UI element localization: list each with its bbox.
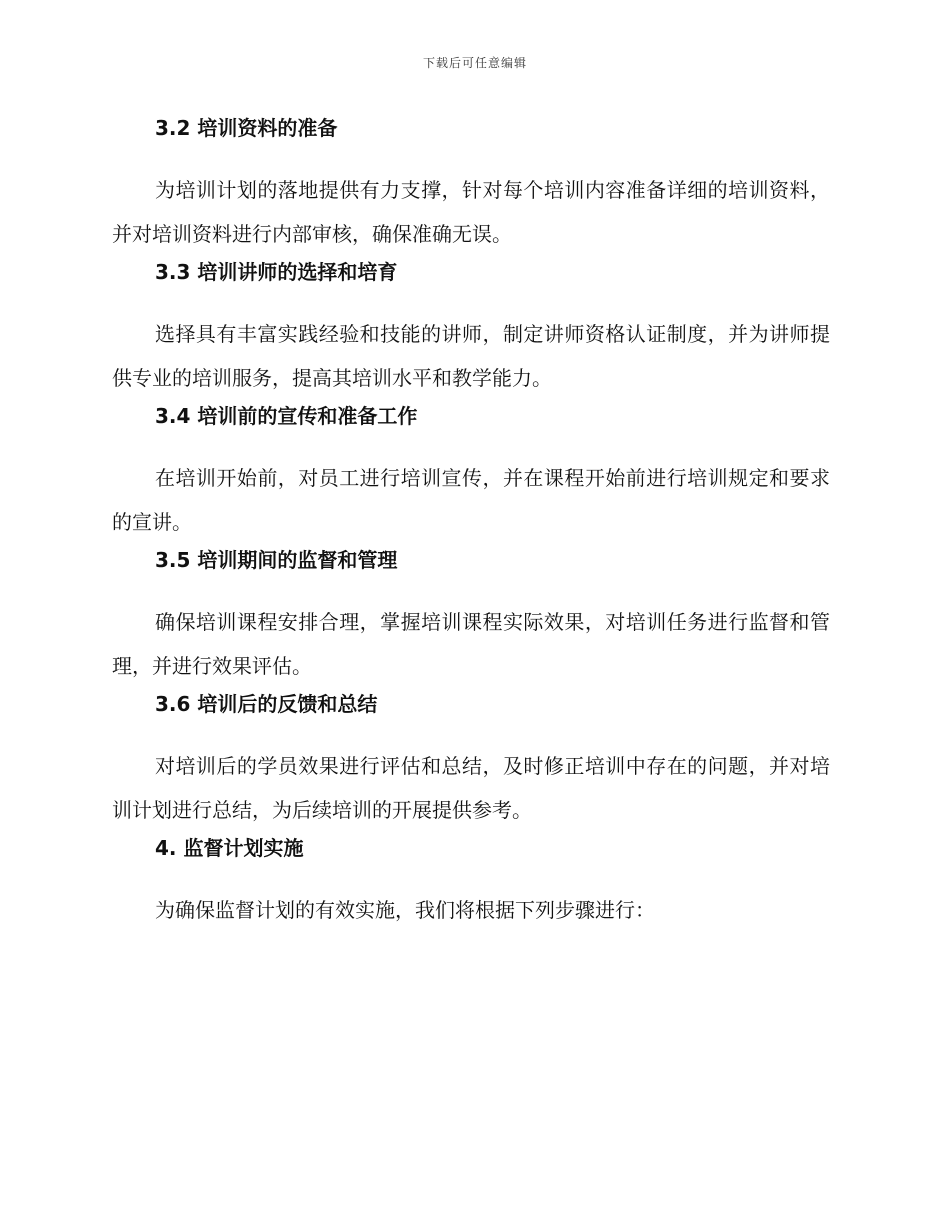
section-heading: 3.2 培训资料的准备 <box>155 116 338 140</box>
section-paragraph: 在培训开始前，对员工进行培训宣传，并在课程开始前进行培训规定和要求的宣讲。 <box>112 466 830 534</box>
section-3-4 <box>112 400 830 544</box>
section-paragraph: 对培训后的学员效果进行评估和总结，及时修正培训中存在的问题，并对培训计划进行总结，为后续培训的开展提供参考。 <box>112 754 830 822</box>
section-3-3 <box>112 256 830 400</box>
header-note: 下载后可任意编辑 <box>422 56 527 70</box>
section-heading: 3.3 培训讲师的选择和培育 <box>155 260 398 284</box>
section-4 <box>112 832 830 932</box>
section-3-5 <box>112 544 830 688</box>
section-3-6 <box>112 688 830 832</box>
section-paragraph: 为确保监督计划的有效实施，我们将根据下列步骤进行： <box>155 898 655 922</box>
section-paragraph: 为培训计划的落地提供有力支撑，针对每个培训内容准备详细的培训资料，并对培训资料进行内部审核，确保准确无误。 <box>112 178 830 246</box>
section-paragraph: 确保培训课程安排合理，掌握培训课程实际效果，对培训任务进行监督和管理，并进行效果评估。 <box>112 610 830 678</box>
document-body <box>112 112 830 932</box>
section-paragraph: 选择具有丰富实践经验和技能的讲师，制定讲师资格认证制度，并为讲师提供专业的培训服务，提高其培训水平和教学能力。 <box>112 322 830 390</box>
section-heading: 3.4 培训前的宣传和准备工作 <box>155 404 418 428</box>
section-heading: 4. 监督计划实施 <box>155 836 304 860</box>
section-heading: 3.6 培训后的反馈和总结 <box>155 692 378 716</box>
section-3-2 <box>112 112 830 256</box>
section-heading: 3.5 培训期间的监督和管理 <box>155 548 398 572</box>
